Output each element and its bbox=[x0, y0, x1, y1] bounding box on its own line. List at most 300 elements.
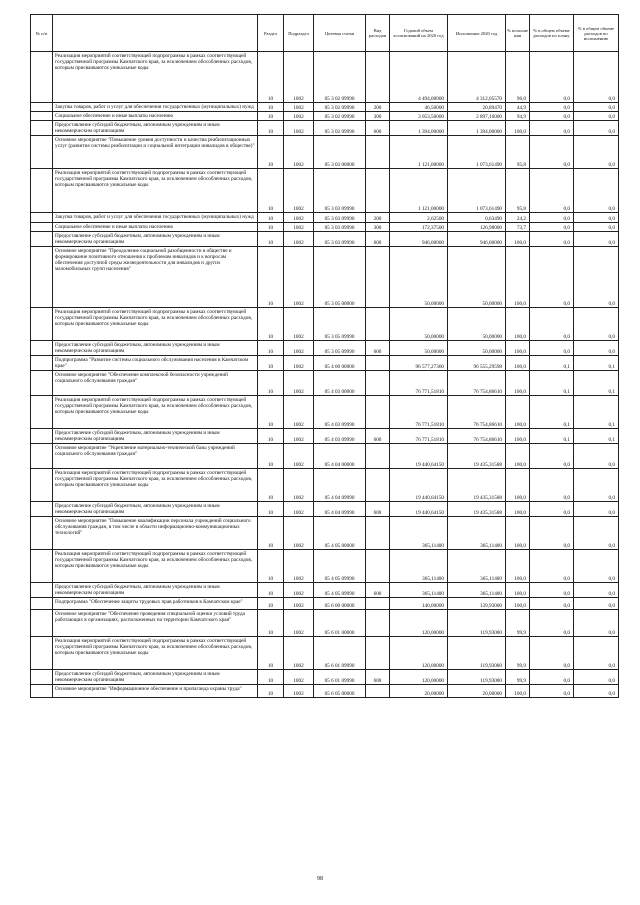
row-podrazdel: 1002 bbox=[284, 136, 314, 169]
row-podrazdel: 1002 bbox=[284, 550, 314, 583]
header-fact: Исполнение 2020 год bbox=[448, 15, 506, 52]
row-pct: 100,0 bbox=[506, 341, 530, 356]
row-share-fact: 0,0 bbox=[574, 610, 619, 637]
row-share-fact: 0,0 bbox=[574, 685, 619, 698]
row-pct: 100,0 bbox=[506, 517, 530, 550]
row-num bbox=[31, 308, 53, 341]
row-target: 05 3 02 09990 bbox=[314, 103, 366, 112]
row-target: 05 3 02 09990 bbox=[314, 112, 366, 121]
row-num bbox=[31, 112, 53, 121]
row-num bbox=[31, 223, 53, 232]
row-num bbox=[31, 610, 53, 637]
row-share-plan: 0,1 bbox=[530, 371, 574, 396]
row-podrazdel: 1002 bbox=[284, 444, 314, 469]
row-share-plan: 0,0 bbox=[530, 469, 574, 502]
row-razdel: 10 bbox=[258, 444, 284, 469]
row-share-fact: 0,1 bbox=[574, 429, 619, 444]
row-podrazdel: 1002 bbox=[284, 169, 314, 213]
row-pct: 100,0 bbox=[506, 356, 530, 371]
row-fact: 119,93000 bbox=[448, 637, 506, 670]
row-exp-type bbox=[366, 52, 390, 103]
row-exp-type: 600 bbox=[366, 670, 390, 685]
row-plan: 50,00000 bbox=[390, 341, 448, 356]
row-name: Социальное обеспечение и иные выплаты населению bbox=[53, 223, 258, 232]
row-podrazdel: 1002 bbox=[284, 371, 314, 396]
row-num bbox=[31, 247, 53, 308]
table-row bbox=[31, 232, 619, 247]
row-razdel: 10 bbox=[258, 469, 284, 502]
table-header-row bbox=[31, 15, 619, 52]
row-podrazdel: 1002 bbox=[284, 223, 314, 232]
row-name: Основное мероприятие "Обеспечение проведения специальной оценки условий труда работающих в организациях, расположенных на территории Камчатского края" bbox=[53, 610, 258, 637]
row-share-fact: 0,1 bbox=[574, 356, 619, 371]
row-razdel: 10 bbox=[258, 169, 284, 213]
row-podrazdel: 1002 bbox=[284, 598, 314, 610]
row-razdel: 10 bbox=[258, 223, 284, 232]
table-row bbox=[31, 223, 619, 232]
row-fact: 19 435,31588 bbox=[448, 502, 506, 517]
row-plan: 946,00000 bbox=[390, 232, 448, 247]
row-share-plan: 0,0 bbox=[530, 232, 574, 247]
row-share-fact: 0,1 bbox=[574, 371, 619, 396]
row-pct: 99,9 bbox=[506, 637, 530, 670]
row-exp-type: 600 bbox=[366, 583, 390, 598]
row-podrazdel: 1002 bbox=[284, 121, 314, 136]
row-share-plan: 0,0 bbox=[530, 517, 574, 550]
row-pct: 100,0 bbox=[506, 583, 530, 598]
row-podrazdel: 1002 bbox=[284, 637, 314, 670]
row-exp-type bbox=[366, 444, 390, 469]
table-row bbox=[31, 637, 619, 670]
row-name: Основное мероприятие "Укрепление материально-технической базы учреждений социального обслуживания граждан" bbox=[53, 444, 258, 469]
row-target: 05 4 05 09990 bbox=[314, 583, 366, 598]
row-pct: 100,0 bbox=[506, 502, 530, 517]
table-row bbox=[31, 444, 619, 469]
row-target: 05 6 01 00000 bbox=[314, 610, 366, 637]
table-row bbox=[31, 429, 619, 444]
row-razdel: 10 bbox=[258, 610, 284, 637]
row-num bbox=[31, 356, 53, 371]
row-share-fact: 0,0 bbox=[574, 637, 619, 670]
row-name: Закупка товаров, работ и услуг для обеспечения государственных (муниципальных) нужд bbox=[53, 103, 258, 112]
row-num bbox=[31, 685, 53, 698]
row-exp-type bbox=[366, 356, 390, 371]
row-target: 05 4 00 00000 bbox=[314, 356, 366, 371]
row-name: Реализация мероприятий соответствующей подпрограммы в рамках соответствующей государственной программы Камчатского края, за исключением обособленных расходов, которым присваиваются уникальные коды bbox=[53, 169, 258, 213]
row-share-plan: 0,0 bbox=[530, 444, 574, 469]
row-name: Предоставление субсидий бюджетным, автономным учреждениям и иным некоммерческим организациям bbox=[53, 341, 258, 356]
budget-sheet bbox=[30, 14, 618, 698]
row-podrazdel: 1002 bbox=[284, 112, 314, 121]
row-num bbox=[31, 429, 53, 444]
header-plan: Годовой объем ассигнований на 2020 год bbox=[390, 15, 448, 52]
row-fact: 119,93000 bbox=[448, 670, 506, 685]
row-exp-type bbox=[366, 247, 390, 308]
table-row bbox=[31, 502, 619, 517]
row-exp-type: 600 bbox=[366, 429, 390, 444]
row-share-fact: 0,0 bbox=[574, 583, 619, 598]
row-share-plan: 0,0 bbox=[530, 52, 574, 103]
row-fact: 50,00000 bbox=[448, 341, 506, 356]
row-exp-type bbox=[366, 469, 390, 502]
row-pct: 100,0 bbox=[506, 232, 530, 247]
row-razdel: 10 bbox=[258, 685, 284, 698]
row-razdel: 10 bbox=[258, 371, 284, 396]
row-name: Предоставление субсидий бюджетным, автономным учреждениям и иным некоммерческим организациям bbox=[53, 670, 258, 685]
row-pct: 100,0 bbox=[506, 308, 530, 341]
row-share-plan: 0,0 bbox=[530, 598, 574, 610]
row-plan: 140,00000 bbox=[390, 598, 448, 610]
row-name: Реализация мероприятий соответствующей подпрограммы в рамках соответствующей государственной программы Камчатского края, за исключением обособленных расходов, которым присваиваются уникальные коды bbox=[53, 52, 258, 103]
row-podrazdel: 1002 bbox=[284, 583, 314, 598]
row-pct: 99,9 bbox=[506, 670, 530, 685]
row-target: 05 3 02 09990 bbox=[314, 121, 366, 136]
row-share-fact: 0,0 bbox=[574, 308, 619, 341]
row-target: 05 3 03 09990 bbox=[314, 169, 366, 213]
row-share-fact: 0,0 bbox=[574, 232, 619, 247]
row-razdel: 10 bbox=[258, 429, 284, 444]
row-razdel: 10 bbox=[258, 502, 284, 517]
row-plan: 2,62500 bbox=[390, 213, 448, 223]
table-row bbox=[31, 583, 619, 598]
row-share-fact: 0,0 bbox=[574, 112, 619, 121]
table-row bbox=[31, 112, 619, 121]
table-row bbox=[31, 670, 619, 685]
row-name: Реализация мероприятий соответствующей подпрограммы в рамках соответствующей государственной программы Камчатского края, за исключением обособленных расходов, которым присваиваются уникальные коды bbox=[53, 396, 258, 429]
row-razdel: 10 bbox=[258, 550, 284, 583]
row-razdel: 10 bbox=[258, 517, 284, 550]
row-num bbox=[31, 469, 53, 502]
row-share-plan: 0,0 bbox=[530, 213, 574, 223]
row-num bbox=[31, 670, 53, 685]
row-exp-type bbox=[366, 550, 390, 583]
row-target: 05 6 01 09990 bbox=[314, 670, 366, 685]
row-target: 05 4 05 00000 bbox=[314, 517, 366, 550]
row-name: Подпрограмма "Обеспечение защиты трудовых прав работников в Камчатском крае" bbox=[53, 598, 258, 610]
table-row bbox=[31, 247, 619, 308]
row-razdel: 10 bbox=[258, 583, 284, 598]
row-share-plan: 0,0 bbox=[530, 308, 574, 341]
row-fact: 4 312,05570 bbox=[448, 52, 506, 103]
row-exp-type bbox=[366, 308, 390, 341]
row-plan: 19 440,64150 bbox=[390, 444, 448, 469]
row-razdel: 10 bbox=[258, 103, 284, 112]
row-pct: 100,0 bbox=[506, 429, 530, 444]
row-share-plan: 0,0 bbox=[530, 502, 574, 517]
row-podrazdel: 1002 bbox=[284, 685, 314, 698]
header-podrazdel: Подраздел bbox=[284, 15, 314, 52]
row-name: Реализация мероприятий соответствующей подпрограммы в рамках соответствующей государственной программы Камчатского края, за исключением обособленных расходов, которым присваиваются уникальные коды bbox=[53, 550, 258, 583]
row-target: 05 4 04 09990 bbox=[314, 502, 366, 517]
row-fact: 96 555,29598 bbox=[448, 356, 506, 371]
row-fact: 20,89470 bbox=[448, 103, 506, 112]
row-pct: 100,0 bbox=[506, 469, 530, 502]
row-pct: 73,7 bbox=[506, 223, 530, 232]
header-exp-type: Вид расходов bbox=[366, 15, 390, 52]
row-name: Основное мероприятие "Повышение уровня доступности и качества реабилитационных услуг (развитие системы реабилитации и социальной интеграции инвалидов в обществе)" bbox=[53, 136, 258, 169]
row-exp-type bbox=[366, 371, 390, 396]
row-share-fact: 0,0 bbox=[574, 469, 619, 502]
row-share-plan: 0,0 bbox=[530, 223, 574, 232]
row-target: 05 4 03 00000 bbox=[314, 371, 366, 396]
row-razdel: 10 bbox=[258, 637, 284, 670]
row-exp-type bbox=[366, 136, 390, 169]
row-exp-type bbox=[366, 637, 390, 670]
row-plan: 76 771,51810 bbox=[390, 371, 448, 396]
row-share-plan: 0,0 bbox=[530, 121, 574, 136]
row-podrazdel: 1002 bbox=[284, 232, 314, 247]
row-num bbox=[31, 517, 53, 550]
row-podrazdel: 1002 bbox=[284, 610, 314, 637]
row-plan: 1 121,00000 bbox=[390, 169, 448, 213]
row-podrazdel: 1002 bbox=[284, 308, 314, 341]
row-plan: 120,00000 bbox=[390, 610, 448, 637]
row-exp-type bbox=[366, 396, 390, 429]
row-share-plan: 0,0 bbox=[530, 103, 574, 112]
row-share-fact: 0,0 bbox=[574, 517, 619, 550]
row-name: Предоставление субсидий бюджетным, автономным учреждениям и иным некоммерческим организациям bbox=[53, 429, 258, 444]
table-row bbox=[31, 121, 619, 136]
row-podrazdel: 1002 bbox=[284, 517, 314, 550]
row-target: 05 3 03 09990 bbox=[314, 213, 366, 223]
row-name: Реализация мероприятий соответствующей подпрограммы в рамках соответствующей государственной программы Камчатского края, за исключением обособленных расходов, которым присваиваются уникальные коды bbox=[53, 469, 258, 502]
row-num bbox=[31, 121, 53, 136]
row-exp-type bbox=[366, 685, 390, 698]
row-fact: 1 073,61490 bbox=[448, 169, 506, 213]
row-share-plan: 0,1 bbox=[530, 429, 574, 444]
row-share-fact: 0,0 bbox=[574, 502, 619, 517]
row-num bbox=[31, 136, 53, 169]
row-pct: 95,8 bbox=[506, 136, 530, 169]
table-row bbox=[31, 685, 619, 698]
header-name bbox=[53, 15, 258, 52]
row-num bbox=[31, 598, 53, 610]
table-body bbox=[31, 52, 619, 698]
row-plan: 172,37500 bbox=[390, 223, 448, 232]
row-target: 05 3 05 09990 bbox=[314, 308, 366, 341]
row-num bbox=[31, 232, 53, 247]
table-row bbox=[31, 517, 619, 550]
row-fact: 365,11400 bbox=[448, 550, 506, 583]
row-plan: 1 394,00000 bbox=[390, 121, 448, 136]
row-fact: 0,63490 bbox=[448, 213, 506, 223]
row-exp-type bbox=[366, 610, 390, 637]
row-razdel: 10 bbox=[258, 396, 284, 429]
row-exp-type: 600 bbox=[366, 121, 390, 136]
row-plan: 365,11400 bbox=[390, 517, 448, 550]
row-exp-type: 600 bbox=[366, 502, 390, 517]
row-name: Предоставление субсидий бюджетным, автономным учреждениям и иным некоммерческим организациям bbox=[53, 232, 258, 247]
row-pct: 100,0 bbox=[506, 550, 530, 583]
row-num bbox=[31, 371, 53, 396]
row-razdel: 10 bbox=[258, 356, 284, 371]
row-target: 05 6 01 09990 bbox=[314, 637, 366, 670]
row-target: 05 3 03 09990 bbox=[314, 223, 366, 232]
row-fact: 76 754,86610 bbox=[448, 396, 506, 429]
row-num bbox=[31, 502, 53, 517]
page-number: 98 bbox=[317, 876, 323, 882]
row-share-plan: 0,0 bbox=[530, 685, 574, 698]
row-target: 05 4 04 09990 bbox=[314, 469, 366, 502]
row-name: Подпрограмма "Развитие системы социального обслуживания населения в Камчатском крае" bbox=[53, 356, 258, 371]
row-fact: 1 073,61490 bbox=[448, 136, 506, 169]
row-share-plan: 0,0 bbox=[530, 247, 574, 308]
row-fact: 365,11400 bbox=[448, 583, 506, 598]
row-podrazdel: 1002 bbox=[284, 469, 314, 502]
row-plan: 365,11400 bbox=[390, 550, 448, 583]
row-plan: 4 494,00000 bbox=[390, 52, 448, 103]
row-podrazdel: 1002 bbox=[284, 429, 314, 444]
row-fact: 50,00000 bbox=[448, 308, 506, 341]
row-plan: 120,00000 bbox=[390, 670, 448, 685]
row-fact: 139,93000 bbox=[448, 598, 506, 610]
row-pct: 100,0 bbox=[506, 685, 530, 698]
row-num bbox=[31, 169, 53, 213]
row-plan: 46,50000 bbox=[390, 103, 448, 112]
row-target: 05 4 03 09990 bbox=[314, 396, 366, 429]
row-exp-type: 300 bbox=[366, 112, 390, 121]
row-num bbox=[31, 52, 53, 103]
row-num bbox=[31, 444, 53, 469]
row-plan: 96 577,27360 bbox=[390, 356, 448, 371]
row-pct: 100,0 bbox=[506, 444, 530, 469]
row-name: Реализация мероприятий соответствующей подпрограммы в рамках соответствующей государственной программы Камчатского края, за исключением обособленных расходов, которым присваиваются уникальные коды bbox=[53, 308, 258, 341]
row-share-plan: 0,0 bbox=[530, 550, 574, 583]
row-plan: 19 440,64150 bbox=[390, 502, 448, 517]
row-share-plan: 0,1 bbox=[530, 396, 574, 429]
table-row bbox=[31, 213, 619, 223]
header-share-plan: % в общем объеме расходов по плану bbox=[530, 15, 574, 52]
row-podrazdel: 1002 bbox=[284, 213, 314, 223]
row-share-fact: 0,0 bbox=[574, 169, 619, 213]
header-razdel: Раздел bbox=[258, 15, 284, 52]
row-name: Основное мероприятие "Информационное обеспечение и пропаганда охраны труда" bbox=[53, 685, 258, 698]
row-target: 05 3 02 09990 bbox=[314, 52, 366, 103]
row-num bbox=[31, 550, 53, 583]
row-share-fact: 0,0 bbox=[574, 103, 619, 112]
row-podrazdel: 1002 bbox=[284, 396, 314, 429]
row-share-fact: 0,0 bbox=[574, 223, 619, 232]
row-share-fact: 0,0 bbox=[574, 247, 619, 308]
row-exp-type bbox=[366, 169, 390, 213]
table-row bbox=[31, 136, 619, 169]
row-fact: 365,11400 bbox=[448, 517, 506, 550]
row-pct: 44,9 bbox=[506, 103, 530, 112]
row-share-fact: 0,0 bbox=[574, 136, 619, 169]
row-fact: 126,98000 bbox=[448, 223, 506, 232]
table-row bbox=[31, 356, 619, 371]
row-podrazdel: 1002 bbox=[284, 103, 314, 112]
row-podrazdel: 1002 bbox=[284, 356, 314, 371]
row-plan: 76 771,51810 bbox=[390, 396, 448, 429]
row-razdel: 10 bbox=[258, 136, 284, 169]
row-name: Основное мероприятие "Повышение квалификации персонала учреждений социального обслуживания граждан, в том числе в области информационно-коммуникационных технологий" bbox=[53, 517, 258, 550]
table-row bbox=[31, 52, 619, 103]
row-share-plan: 0,0 bbox=[530, 169, 574, 213]
row-target: 05 6 05 00000 bbox=[314, 685, 366, 698]
table-row bbox=[31, 308, 619, 341]
row-pct: 100,0 bbox=[506, 121, 530, 136]
row-exp-type: 600 bbox=[366, 341, 390, 356]
row-share-plan: 0,0 bbox=[530, 637, 574, 670]
row-fact: 20,00000 bbox=[448, 685, 506, 698]
row-exp-type: 600 bbox=[366, 232, 390, 247]
row-fact: 19 435,31588 bbox=[448, 469, 506, 502]
row-pct: 96,0 bbox=[506, 52, 530, 103]
row-fact: 50,00000 bbox=[448, 247, 506, 308]
row-share-plan: 0,0 bbox=[530, 341, 574, 356]
row-name: Предоставление субсидий бюджетным, автономным учреждениям и иным некоммерческим организациям bbox=[53, 502, 258, 517]
row-target: 05 3 05 09990 bbox=[314, 341, 366, 356]
row-pct: 94,9 bbox=[506, 112, 530, 121]
row-share-fact: 0,0 bbox=[574, 213, 619, 223]
row-plan: 365,11400 bbox=[390, 583, 448, 598]
row-share-plan: 0,1 bbox=[530, 356, 574, 371]
table-row bbox=[31, 103, 619, 112]
row-podrazdel: 1002 bbox=[284, 247, 314, 308]
row-num bbox=[31, 103, 53, 112]
header-pct: % исполне ния bbox=[506, 15, 530, 52]
row-num bbox=[31, 341, 53, 356]
row-target: 05 6 00 00000 bbox=[314, 598, 366, 610]
row-razdel: 10 bbox=[258, 670, 284, 685]
row-plan: 20,00000 bbox=[390, 685, 448, 698]
row-share-fact: 0,0 bbox=[574, 670, 619, 685]
row-pct: 100,0 bbox=[506, 598, 530, 610]
table-row bbox=[31, 341, 619, 356]
budget-table bbox=[30, 14, 619, 698]
row-target: 05 4 04 00000 bbox=[314, 444, 366, 469]
header-num: № п/п bbox=[31, 15, 53, 52]
row-name: Реализация мероприятий соответствующей подпрограммы в рамках соответствующей государственной программы Камчатского края, за исключением обособленных расходов, которым присваиваются уникальные коды bbox=[53, 637, 258, 670]
row-share-fact: 0,0 bbox=[574, 550, 619, 583]
row-name: Социальное обеспечение и иные выплаты населению bbox=[53, 112, 258, 121]
row-name: Основное мероприятие "Обеспечение комплексной безопасности учреждений социального обслуживания граждан" bbox=[53, 371, 258, 396]
table-row bbox=[31, 598, 619, 610]
row-fact: 119,93000 bbox=[448, 610, 506, 637]
row-target: 05 3 03 09990 bbox=[314, 232, 366, 247]
row-target: 05 4 05 09990 bbox=[314, 550, 366, 583]
row-exp-type: 200 bbox=[366, 103, 390, 112]
row-num bbox=[31, 396, 53, 429]
row-plan: 19 440,64150 bbox=[390, 469, 448, 502]
row-razdel: 10 bbox=[258, 52, 284, 103]
row-share-plan: 0,0 bbox=[530, 670, 574, 685]
row-pct: 100,0 bbox=[506, 247, 530, 308]
row-share-plan: 0,0 bbox=[530, 112, 574, 121]
row-name: Предоставление субсидий бюджетным, автономным учреждениям и иным некоммерческим организациям bbox=[53, 121, 258, 136]
row-plan: 76 771,51810 bbox=[390, 429, 448, 444]
header-target: Целевая статья bbox=[314, 15, 366, 52]
row-razdel: 10 bbox=[258, 308, 284, 341]
row-target: 05 3 05 00000 bbox=[314, 247, 366, 308]
row-name: Закупка товаров, работ и услуг для обеспечения государственных (муниципальных) нужд bbox=[53, 213, 258, 223]
row-podrazdel: 1002 bbox=[284, 52, 314, 103]
row-exp-type: 300 bbox=[366, 223, 390, 232]
row-name: Основное мероприятие "Преодоление социальной разобщенности в обществе и формирование позитивного отношения к проблемам инвалидов и к вопросам обеспечения доступной среды жизнедеятельности для инвалидов и других маломобильных групп населения" bbox=[53, 247, 258, 308]
row-share-fact: 0,1 bbox=[574, 396, 619, 429]
row-share-plan: 0,0 bbox=[530, 610, 574, 637]
row-share-fact: 0,0 bbox=[574, 341, 619, 356]
row-target: 05 3 03 00000 bbox=[314, 136, 366, 169]
row-num bbox=[31, 213, 53, 223]
row-fact: 19 435,31588 bbox=[448, 444, 506, 469]
row-plan: 3 053,50000 bbox=[390, 112, 448, 121]
row-num bbox=[31, 583, 53, 598]
row-razdel: 10 bbox=[258, 247, 284, 308]
table-row bbox=[31, 610, 619, 637]
row-podrazdel: 1002 bbox=[284, 670, 314, 685]
